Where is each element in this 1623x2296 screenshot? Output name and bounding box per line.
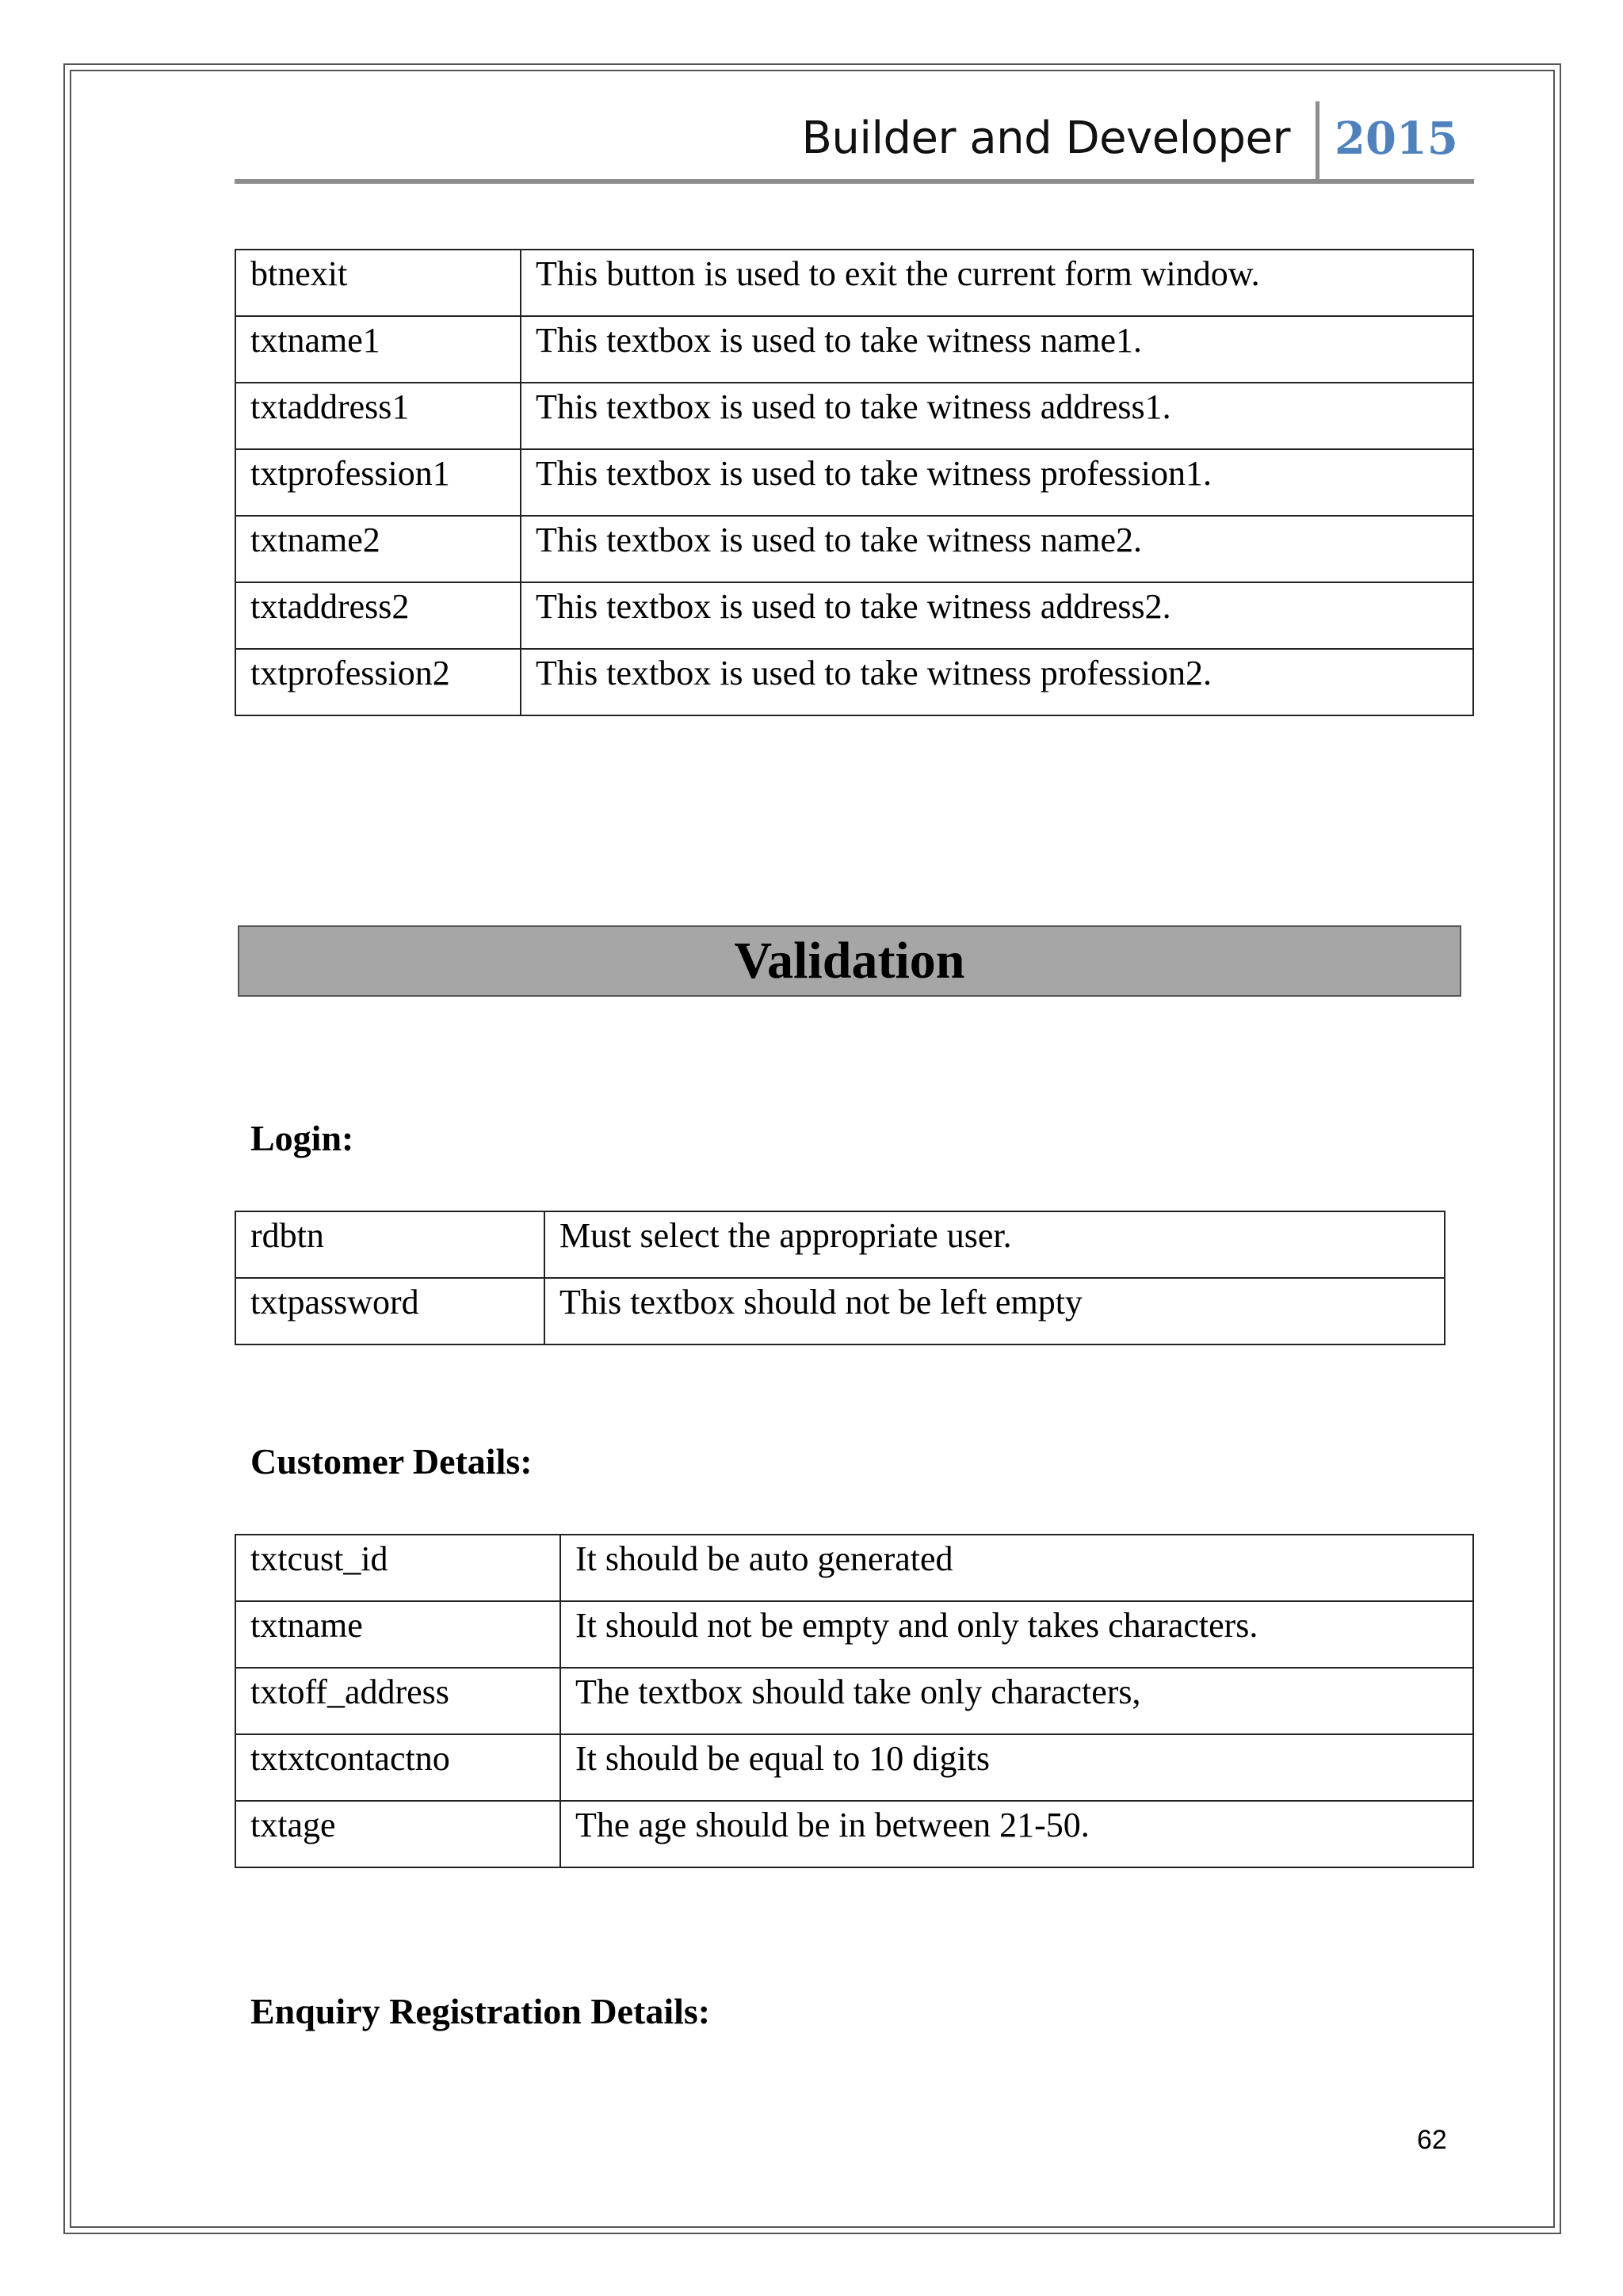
validation-rule: Must select the appropriate user. <box>544 1211 1445 1278</box>
control-name: txtaddress1 <box>235 383 521 449</box>
control-name: txtpassword <box>235 1278 544 1344</box>
control-name: txtcust_id <box>235 1535 560 1601</box>
validation-rule: It should not be empty and only takes characters. <box>560 1601 1473 1668</box>
validation-rule: It should be auto generated <box>560 1535 1473 1601</box>
header-title: Builder and Developer <box>801 113 1290 164</box>
control-name: txtxtcontactno <box>235 1734 560 1801</box>
page-header <box>235 101 1474 184</box>
table-row <box>235 449 1473 516</box>
table-row <box>235 383 1473 449</box>
validation-rule: The age should be in between 21-50. <box>560 1801 1473 1867</box>
enquiry-registration-label: Enquiry Registration Details: <box>250 1991 711 2031</box>
control-description: This button is used to exit the current form window. <box>521 250 1473 316</box>
table-row <box>235 1668 1473 1734</box>
table-row <box>235 1801 1473 1867</box>
control-description: This textbox is used to take witness address1. <box>521 383 1473 449</box>
control-name: txtprofession2 <box>235 649 521 715</box>
validation-rule: This textbox should not be left empty <box>544 1278 1445 1344</box>
control-description: This textbox is used to take witness profession1. <box>521 449 1473 516</box>
login-validation-table <box>235 1211 1445 1345</box>
control-name: txtoff_address <box>235 1668 560 1734</box>
control-name: txtprofession1 <box>235 449 521 516</box>
table-row <box>235 1278 1445 1344</box>
customer-details-label: Customer Details: <box>250 1441 533 1482</box>
header-divider <box>1316 101 1319 181</box>
table-row <box>235 1535 1473 1601</box>
customer-validation-table <box>235 1534 1474 1868</box>
login-label: Login: <box>250 1118 354 1158</box>
validation-rule: The textbox should take only characters, <box>560 1668 1473 1734</box>
table-row <box>235 1734 1473 1801</box>
table-row <box>235 1211 1445 1278</box>
table-row <box>235 649 1473 715</box>
control-name: btnexit <box>235 250 521 316</box>
table-row <box>235 516 1473 582</box>
control-name: txtname2 <box>235 516 521 582</box>
control-name: txtname1 <box>235 316 521 383</box>
control-name: txtname <box>235 1601 560 1668</box>
page-number: 62 <box>1417 2125 1447 2155</box>
control-description: This textbox is used to take witness profession2. <box>521 649 1473 715</box>
control-name: txtage <box>235 1801 560 1867</box>
validation-rule: It should be equal to 10 digits <box>560 1734 1473 1801</box>
table-row <box>235 316 1473 383</box>
control-description: This textbox is used to take witness name2. <box>521 516 1473 582</box>
controls-table <box>235 249 1474 716</box>
control-description: This textbox is used to take witness name1. <box>521 316 1473 383</box>
table-row <box>235 1601 1473 1668</box>
control-name: rdbtn <box>235 1211 544 1278</box>
table-row <box>235 582 1473 649</box>
header-year: 2015 <box>1335 113 1458 165</box>
validation-heading: Validation <box>238 925 1461 997</box>
control-name: txtaddress2 <box>235 582 521 649</box>
control-description: This textbox is used to take witness address2. <box>521 582 1473 649</box>
table-row <box>235 250 1473 316</box>
